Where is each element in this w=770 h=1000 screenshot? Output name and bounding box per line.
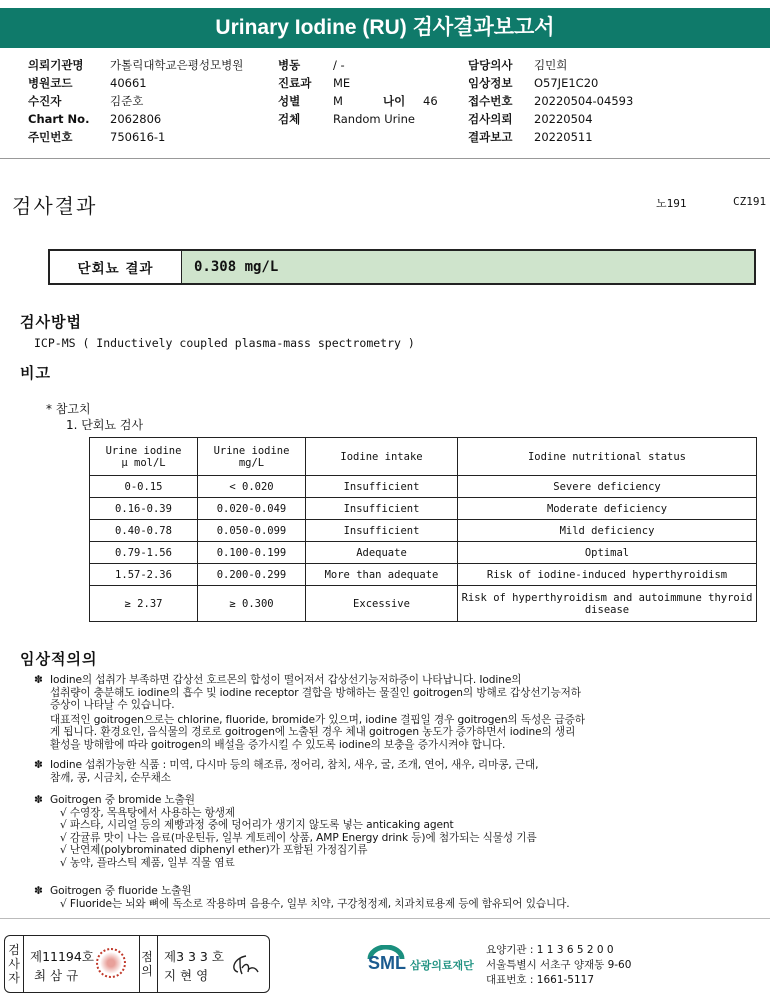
department-label: 진료과 <box>278 76 312 90</box>
department-value: ME <box>333 76 351 90</box>
report-title: Urinary Iodine (RU) 검사결과보고서 <box>0 8 770 48</box>
reference-sub: 1. 단회뇨 검사 <box>66 418 144 432</box>
clinical-heading: 임상적의의 <box>20 650 98 668</box>
reviewer-vertical-label: 점의 <box>141 950 153 978</box>
specimen-value: Random Urine <box>333 112 415 126</box>
signature-icon <box>226 952 260 978</box>
age-label: 나이 <box>383 94 406 108</box>
age-value: 46 <box>423 94 438 108</box>
patient-label: 수진자 <box>28 94 62 108</box>
result-box <box>48 249 756 285</box>
clinical-para-3: ✽ Goitrogen 중 bromide 노출원 √ 수영장, 목욕탕에서 사용하는 항생제 √ 파스타, 시리얼 등의 제빵과정 중에 덩어리가 생기지 않도록 넣는 anticaking agent √ 감귤류 맛이 나는 음료(마운틴듀, 일부 게토레이 상품, AMP Energy drink 등)에 첨가되는 식물성 기름 √ 난연제(polybrominated diphenyl ether)가 포함된 가정집기류 √ 농약, 플라스틱 제품, 일부 직물 염료 <box>34 794 537 869</box>
chart-no-label: Chart No. <box>28 112 90 126</box>
receipt-no-value: 20220504-04593 <box>534 94 634 108</box>
hospital-code-value: 40661 <box>110 76 147 90</box>
col-header-umol: Urine iodine μ mol/L <box>90 438 198 476</box>
sex-value: M <box>333 94 343 108</box>
doctor-value: 김민희 <box>534 58 568 72</box>
code-2: CZ191 <box>733 195 767 208</box>
hospital-code-label: 병원코드 <box>28 76 73 90</box>
table-row: ≥ 2.37 ≥ 0.300 Excessive Risk of hyperthyroidism and autoimmune thyroid disease <box>90 586 757 622</box>
reviewer-name: 지 현 영 <box>164 968 209 983</box>
inspector-license-no: 제11194호 <box>30 949 94 964</box>
patient-value: 김준호 <box>110 94 144 108</box>
col-header-mgl: Urine iodine mg/L <box>198 438 306 476</box>
table-row: 0.40-0.78 0.050-0.099 Insufficient Mild deficiency <box>90 520 757 542</box>
reference-table <box>89 437 757 622</box>
seal-icon <box>96 948 126 978</box>
resident-no-value: 750616-1 <box>110 130 166 144</box>
sex-label: 성별 <box>278 94 301 108</box>
table-row: 0.79-1.56 0.100-0.199 Adequate Optimal <box>90 542 757 564</box>
logo-text: SML <box>368 953 406 973</box>
table-row: 0.16-0.39 0.020-0.049 Insufficient Moderate deficiency <box>90 498 757 520</box>
method-text: ICP-MS ( Inductively coupled plasma-mass spectrometry ) <box>34 336 415 350</box>
inspector-vertical-label: 검사자 <box>8 943 20 985</box>
table-header-row <box>90 438 757 476</box>
reviewer-license-no: 제3 3 3 호 <box>164 949 224 964</box>
header-col3 <box>468 56 633 146</box>
bullet-icon: ✽ <box>34 885 43 897</box>
results-heading: 검사결과 <box>12 194 98 218</box>
col-header-intake: Iodine intake <box>306 438 458 476</box>
footer-divider <box>0 918 770 919</box>
report-date-value: 20220511 <box>534 130 593 144</box>
inspector-name: 최 삼 규 <box>34 968 79 983</box>
hospital-label: 의뢰기관명 <box>28 58 84 72</box>
report-date-label: 결과보고 <box>468 130 513 144</box>
request-date-label: 검사의뢰 <box>468 112 513 126</box>
specimen-label: 검체 <box>278 112 301 126</box>
header-col2 <box>278 56 438 128</box>
chart-no-value: 2062806 <box>110 112 162 126</box>
hospital-value: 가톨릭대학교은평성모병원 <box>110 58 244 72</box>
clinical-para-2: ✽ Iodine 섭취가능한 식품 : 미역, 다시마 등의 해조류, 정어리, 참치, 새우, 굴, 조개, 연어, 새우, 리마콩, 근대, 참깨, 콩, 시금치, 순무채소 <box>34 759 539 784</box>
doctor-label: 담당의사 <box>468 58 513 72</box>
bullet-icon: ✽ <box>34 759 43 771</box>
remark-heading: 비고 <box>20 364 51 382</box>
footer-info <box>486 943 631 988</box>
col-header-status: Iodine nutritional status <box>458 438 757 476</box>
receipt-no-label: 접수번호 <box>468 94 513 108</box>
resident-no-label: 주민번호 <box>28 130 73 144</box>
ward-label: 병동 <box>278 58 301 72</box>
bullet-icon: ✽ <box>34 794 43 806</box>
result-label: 단회뇨 결과 <box>50 251 182 283</box>
clinical-para-1: ✽ Iodine의 섭취가 부족하면 갑상선 호르몬의 합성이 떨어져서 갑상선기능저하증이 나타납니다. Iodine의 섭취량이 충분해도 iodine의 흡수 및 iodine receptor 결합을 방해하는 물질인 goitrogen의 방해로 갑상선기능저하 증상이 나타날 수 있습니다. 대표적인 goitrogen으로는 chlorine, fluoride, bromide가 있으며, iodine 결핍일 경우 goitrogen의 독성은 급증하 게 됩니다. 환경요인, 음식물의 경로로 goitrogen에 노출된 경우 체내 goitrogen 농도가 증가하면서 iodine의 생리 활성을 방해함에 따라 goitrogen의 배설을 증가시킬 수 있도록 iodine의 보충을 증가시켜야 합니다. <box>34 674 585 751</box>
code-1: 노191 <box>656 197 687 210</box>
footer-line-1: 요양기관 : 1 1 3 6 5 2 0 0 <box>486 944 614 956</box>
result-value: 0.308 mg/L <box>182 251 754 283</box>
clinical-info-label: 임상정보 <box>468 76 513 90</box>
table-row: 1.57-2.36 0.200-0.299 More than adequate Risk of iodine-induced hyperthyroidism <box>90 564 757 586</box>
footer-line-3: 대표번호 : 1661-5117 <box>486 974 595 986</box>
clinical-info-value: O57JE1C20 <box>534 76 599 90</box>
method-heading: 검사방법 <box>20 313 82 331</box>
request-date-value: 20220504 <box>534 112 593 126</box>
table-row: 0-0.15 < 0.020 Insufficient Severe deficiency <box>90 476 757 498</box>
header-col1 <box>28 56 243 146</box>
clinical-para-4: ✽ Goitrogen 중 fluoride 노출원 √ Fluoride는 뇌와 뼈에 독소로 작용하며 음용수, 일부 치약, 구강청정제, 치과치료용제 등에 함유되어 있습니다. <box>34 885 570 910</box>
ward-value: / - <box>333 58 345 72</box>
org-name: 삼광의료재단 <box>410 959 474 972</box>
bullet-icon: ✽ <box>34 674 43 686</box>
footer-line-2: 서울특별시 서초구 양재동 9-60 <box>486 959 632 971</box>
reference-heading: * 참고치 <box>46 402 91 416</box>
header-divider <box>0 158 770 159</box>
